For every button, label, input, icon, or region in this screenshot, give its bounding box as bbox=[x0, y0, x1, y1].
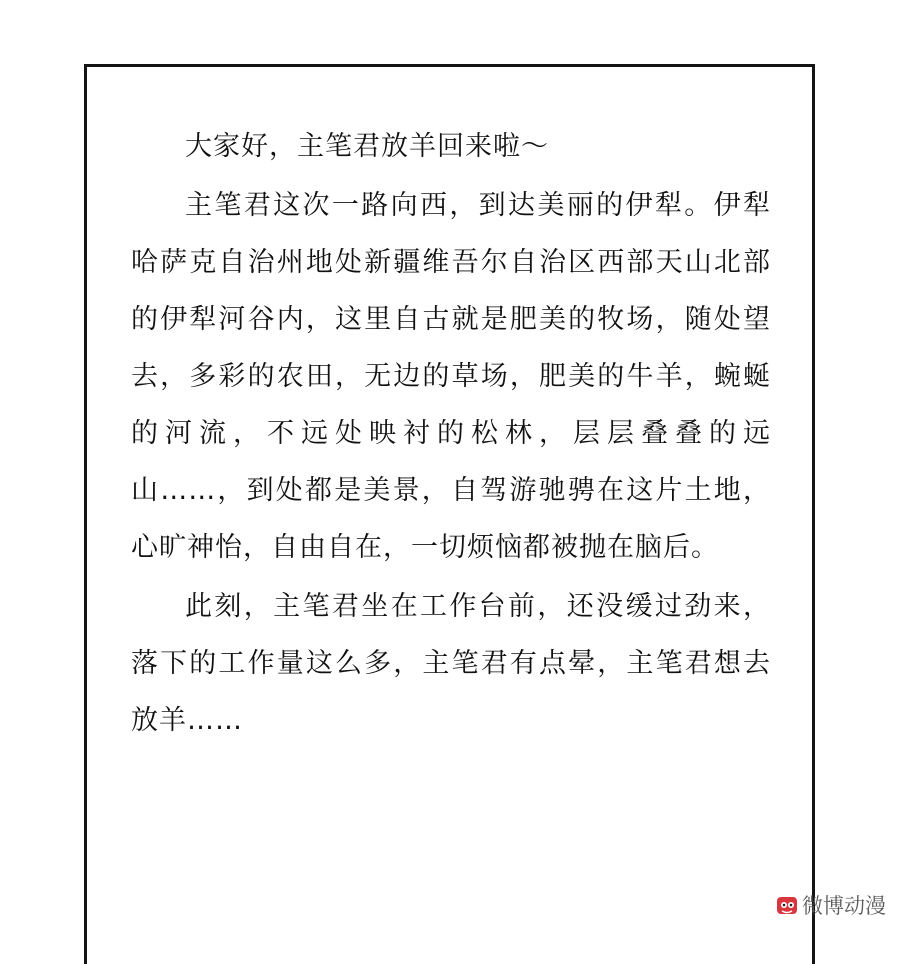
paragraph-now: 此刻，主笔君坐在工作台前，还没缓过劲来，落下的工作量这么多，主笔君有点晕，主笔君想去放羊…… bbox=[131, 591, 771, 736]
watermark bbox=[776, 890, 886, 920]
paragraph-travel: 主笔君这次一路向西，到达美丽的伊犁。伊犁哈萨克自治州地处新疆维吾尔自治区西部天山北部的伊犁河谷内，这里自古就是肥美的牧场，随处望去，多彩的农田，无边的草场，肥美的牛羊，蜿蜒的河流，不远处映衬的松林，层层叠叠的远山……，到处都是美景，自驾游驰骋在这片土地，心旷神怡，自由自在，一切烦恼都被抛在脑后。 bbox=[131, 190, 771, 563]
paragraph-greeting: 大家好，主笔君放羊回来啦～ bbox=[185, 131, 549, 162]
watermark-text: 微博动漫 bbox=[802, 894, 886, 918]
panel-text-block bbox=[131, 118, 771, 749]
weibo-comic-logo-icon bbox=[776, 894, 798, 916]
